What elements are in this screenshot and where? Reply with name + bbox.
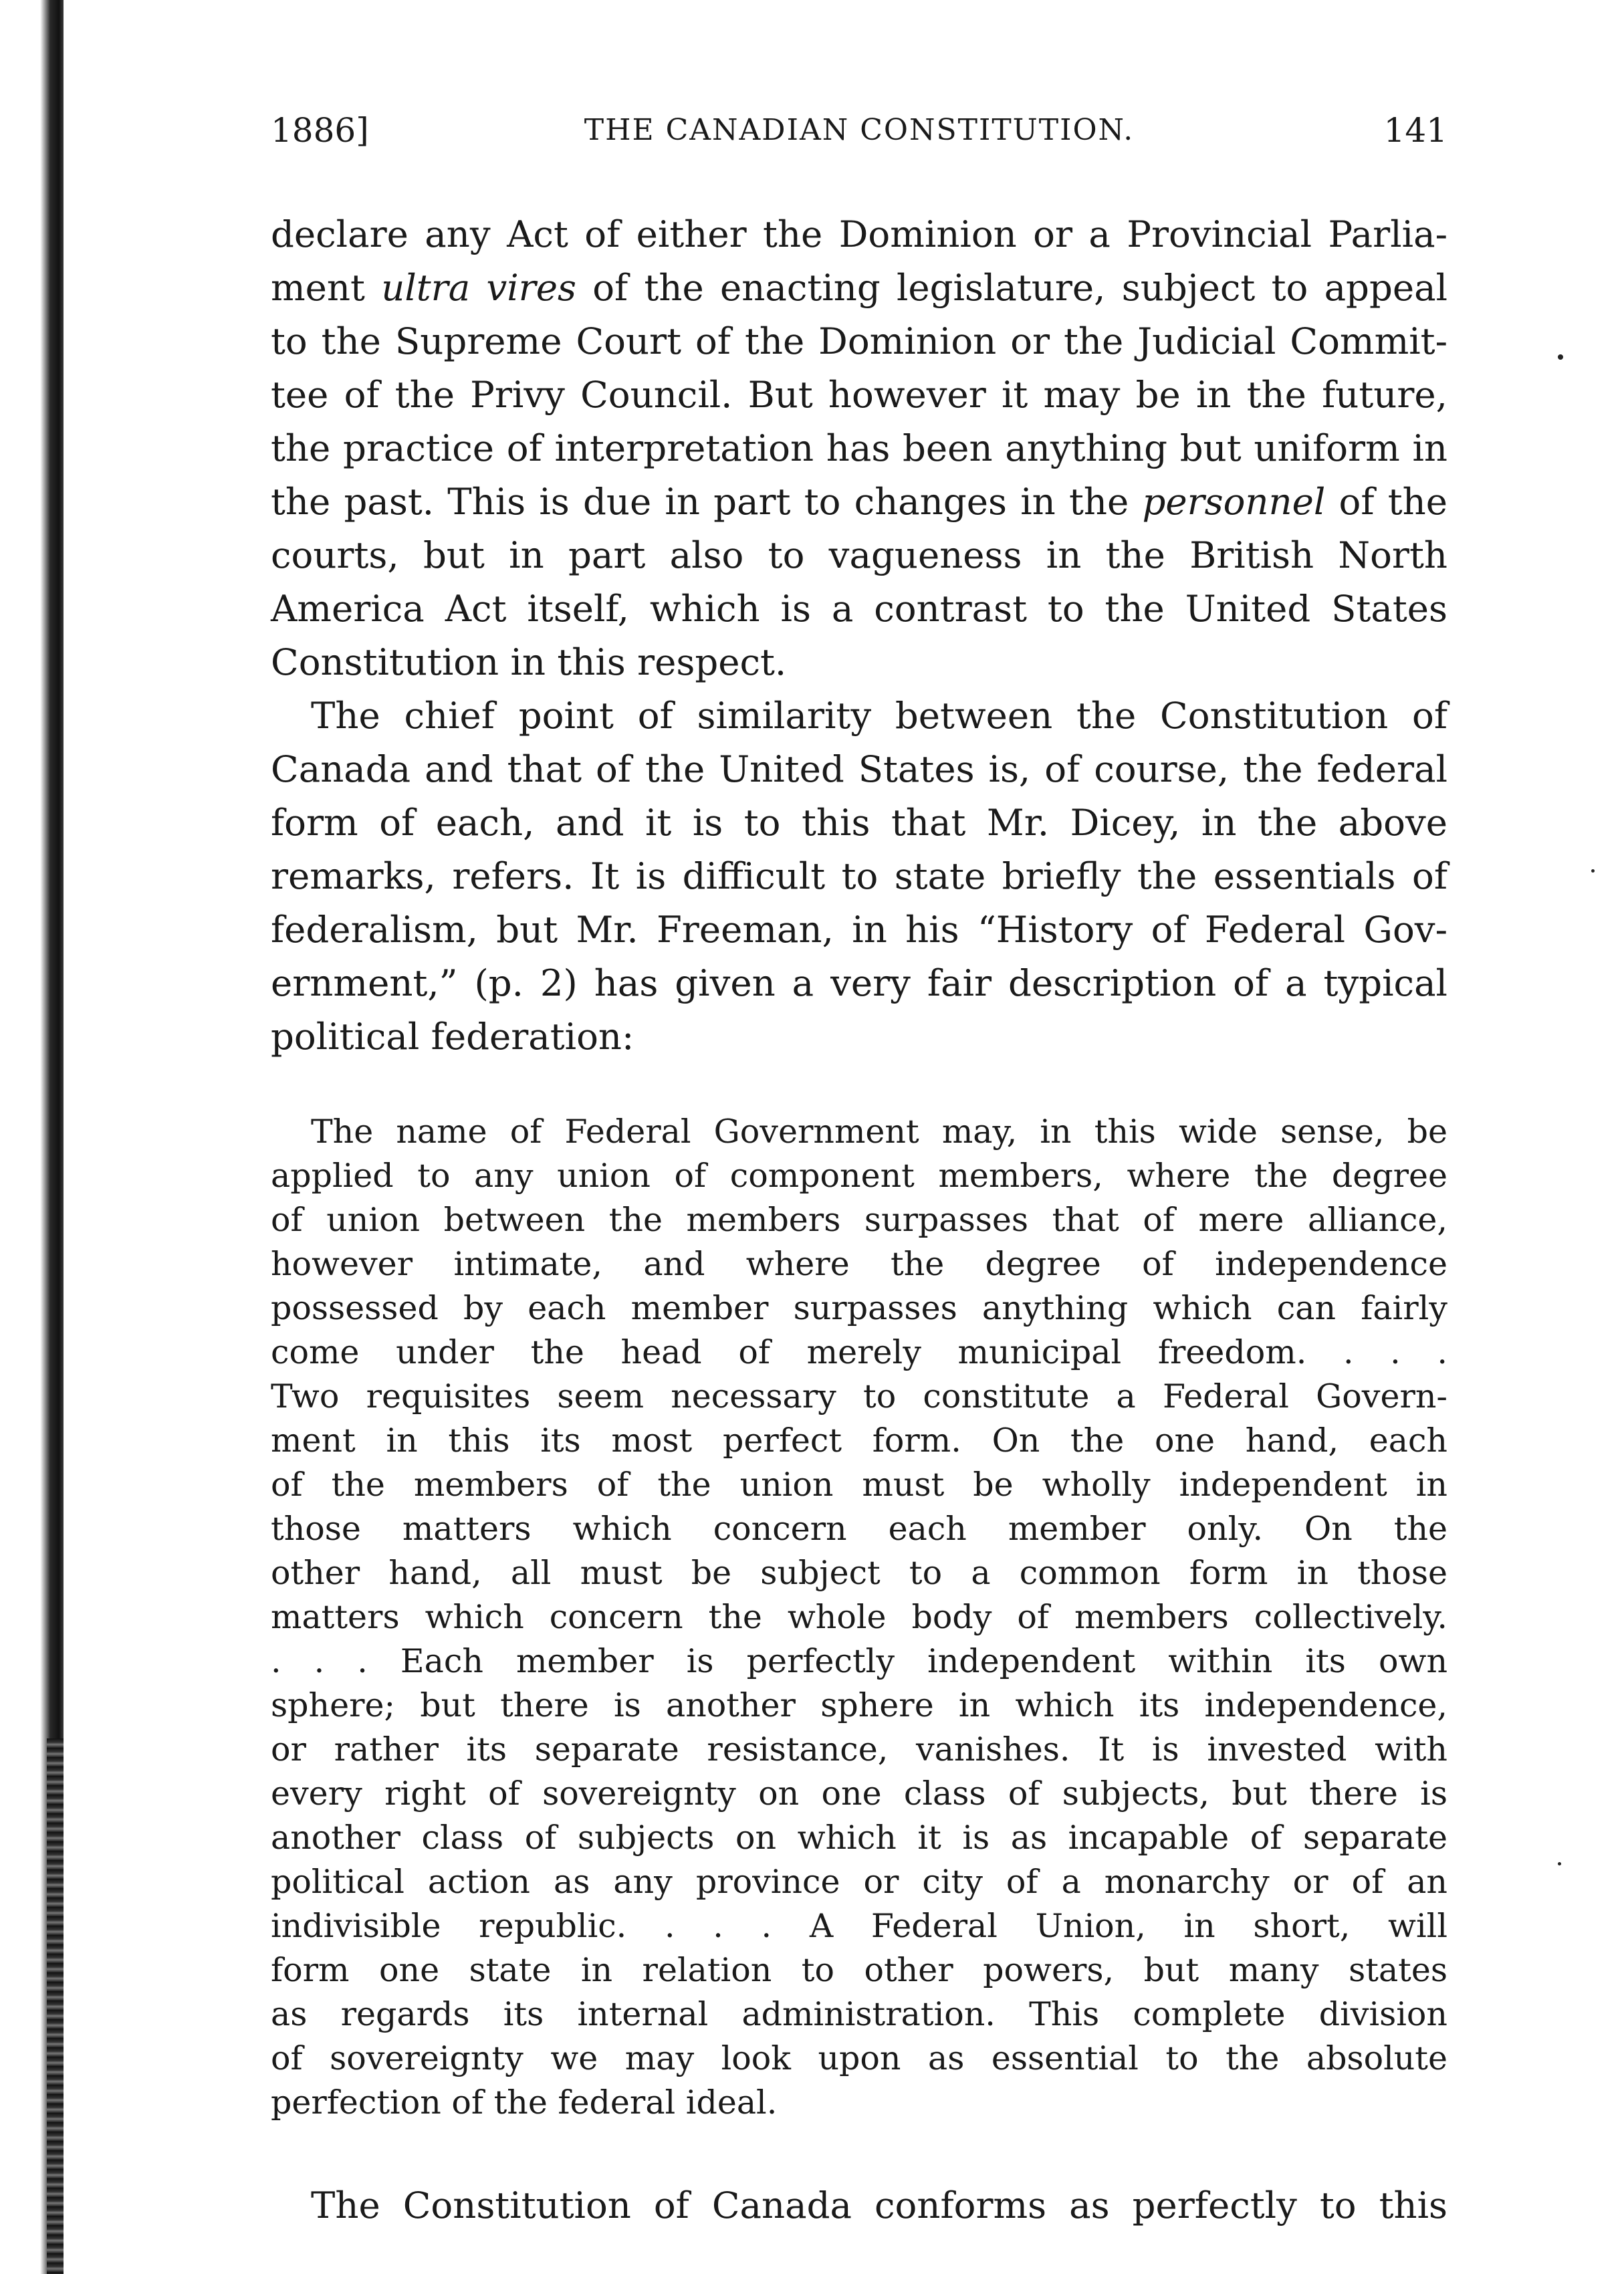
text-line: ernment,” (p. 2) has given a very fair description of a typical — [271, 961, 1447, 1004]
header-year: 1886] — [271, 111, 369, 150]
quote-line: perfection of the federal ideal. — [271, 2083, 778, 2122]
text-line: The Constitution of Canada conforms as perfectly to this — [311, 2184, 1447, 2227]
quote-line: The name of Federal Government may, in this wide sense, be — [311, 1113, 1447, 1151]
text-line: federalism, but Mr. Freeman, in his “History of Federal Gov- — [271, 908, 1447, 951]
text-line: America Act itself, which is a contrast to the United States — [271, 587, 1447, 630]
text-line: Canada and that of the United States is, of course, the federal — [271, 748, 1447, 790]
quote-line: form one state in relation to other powers, but many states — [271, 1951, 1447, 1989]
text-line: form of each, and it is to this that Mr. Dicey, in the above — [271, 801, 1447, 844]
text-line: tee of the Privy Council. But however it may be in the future, — [271, 373, 1447, 416]
quote-line: other hand, all must be subject to a common form in those — [271, 1554, 1447, 1592]
quote-line: every right of sovereignty on one class of subjects, but there is — [271, 1775, 1447, 1813]
text-line: The chief point of similarity between the Constitution of — [311, 694, 1447, 737]
block-quote — [271, 1110, 1447, 2125]
book-spine-shadow — [0, 0, 64, 2274]
text-line: political federation: — [271, 1015, 634, 1058]
quote-line: political action as any province or city of a monarchy or of an — [271, 1863, 1447, 1901]
quote-line: sphere; but there is another sphere in which its independence, — [271, 1686, 1447, 1724]
text-line: to the Supreme Court of the Dominion or the Judicial Commit- — [271, 320, 1447, 362]
text-line: ment ultra vires of the enacting legislature, subject to appeal — [271, 266, 1448, 309]
quote-line: or rather its separate resistance, vanishes. It is invested with — [271, 1730, 1447, 1769]
paragraph-1 — [271, 207, 1447, 689]
running-title: THE CANADIAN CONSTITUTION. — [584, 113, 1135, 147]
quote-line: another class of subjects on which it is as incapable of separate — [271, 1819, 1447, 1857]
quote-line: ment in this its most perfect form. On the one hand, each — [271, 1422, 1447, 1460]
paragraph-2 — [271, 689, 1447, 1063]
text-line: courts, but in part also to vagueness in the British North — [271, 534, 1447, 576]
quote-line: Two requisites seem necessary to constitute a Federal Govern- — [271, 1377, 1447, 1415]
quote-line: possessed by each member surpasses anything which can fairly — [271, 1289, 1447, 1327]
closing-paragraph — [271, 2178, 1447, 2232]
print-speck — [1558, 1862, 1561, 1865]
quote-line: of the members of the union must be wholly independent in — [271, 1466, 1447, 1504]
quote-line: those matters which concern each member only. On the — [271, 1510, 1447, 1548]
text-line: the past. This is due in part to changes in the personnel of the — [271, 480, 1447, 523]
quote-line: applied to any union of component members, where the degree — [271, 1157, 1447, 1195]
quote-line: however intimate, and where the degree of independence — [271, 1245, 1447, 1283]
text-line: Constitution in this respect. — [271, 641, 787, 683]
quote-line: matters which concern the whole body of members collectively. — [271, 1598, 1447, 1636]
quote-line: . . . Each member is perfectly independent within its own — [271, 1642, 1447, 1680]
page-number: 141 — [1383, 111, 1447, 150]
quote-line: come under the head of merely municipal freedom. . . . — [271, 1333, 1447, 1371]
main-text — [271, 207, 1447, 1063]
quote-line: as regards its internal administration. This complete division — [271, 1995, 1447, 2033]
text-line: declare any Act of either the Dominion or a Provincial Parlia- — [271, 213, 1447, 255]
quote-line: of union between the members surpasses that of mere alliance, — [271, 1201, 1447, 1239]
text-line: remarks, refers. It is difficult to state briefly the essentials of — [271, 855, 1447, 897]
page-header — [271, 100, 1447, 160]
print-speck — [1558, 354, 1563, 360]
quote-line: of sovereignty we may look upon as essential to the absolute — [271, 2039, 1447, 2077]
quote-line: indivisible republic. . . . A Federal Union, in short, will — [271, 1907, 1447, 1945]
text-line: the practice of interpretation has been anything but uniform in — [271, 427, 1447, 469]
print-speck — [1591, 869, 1595, 873]
